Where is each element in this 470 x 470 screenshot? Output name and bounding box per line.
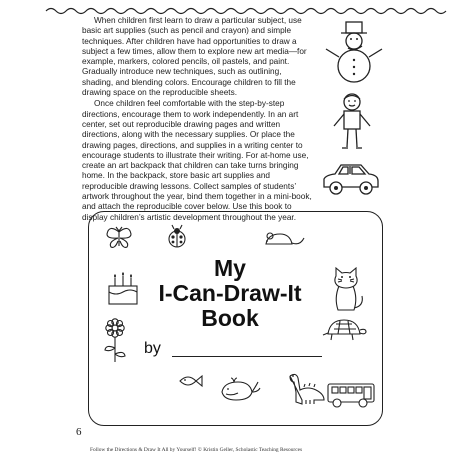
- name-blank-line: [172, 356, 322, 357]
- page-number: 6: [76, 426, 82, 438]
- turtle-icon: [322, 318, 368, 342]
- instructions-text: [82, 16, 312, 223]
- fish-icon: [178, 373, 204, 389]
- whale-icon: [220, 378, 260, 402]
- cat-icon: [330, 268, 366, 312]
- cover-title-line-2: I-Can-Draw-It: [158, 280, 302, 306]
- cover-title-line-1: My: [214, 255, 246, 281]
- mouse-icon: [262, 230, 306, 248]
- footer-credit: Follow the Directions & Draw It All by Yourself! © Kristin Geller, Scholastic Teaching Resources: [90, 447, 303, 453]
- bus-icon: [326, 382, 376, 410]
- dinosaur-icon: [286, 372, 326, 406]
- ladybug-icon: [165, 225, 189, 249]
- butterfly-icon: [105, 226, 133, 250]
- snowman-icon: [324, 22, 384, 84]
- car-icon: [321, 163, 381, 197]
- paragraph-2: Once children feel comfortable with the step-by-step directions, encourage them to work independently. In an art center, set out reproducible drawing pages and written directions, along with the necessary supplies. Or place the drawing pages, directions, and supplies in a writing center to encourage students to illustrate their writing. For at-home use, create an art backpack that children can take turns bringing home. In the backpack, store basic art supplies and reproducible drawing lessons. Collect samples of students’ artwork throughout the year, bind them together in a mini-book, and attach the reproducible cover below. Use this book to display children’s artistic development throughout the year.: [82, 99, 312, 222]
- wavy-divider: [46, 6, 446, 16]
- cake-icon: [106, 268, 140, 306]
- boy-icon: [330, 92, 374, 152]
- paragraph-1: When children first learn to draw a particular subject, use basic art supplies (such as pencil and crayon) and simple techniques. After children have had opportunities to draw a subject a few times, allow them to explore new art media—for example, markers, colored pencils, oil pastels, and paint. Gradually introduce new techniques, such as outlining, shading, and blending colors. Encourage children to fill the drawing space on the reproducible sheets.: [82, 16, 307, 98]
- cover-title-line-3: Book: [201, 305, 259, 331]
- author-line: [144, 340, 324, 360]
- flower-icon: [102, 318, 128, 364]
- by-label: by: [144, 340, 161, 357]
